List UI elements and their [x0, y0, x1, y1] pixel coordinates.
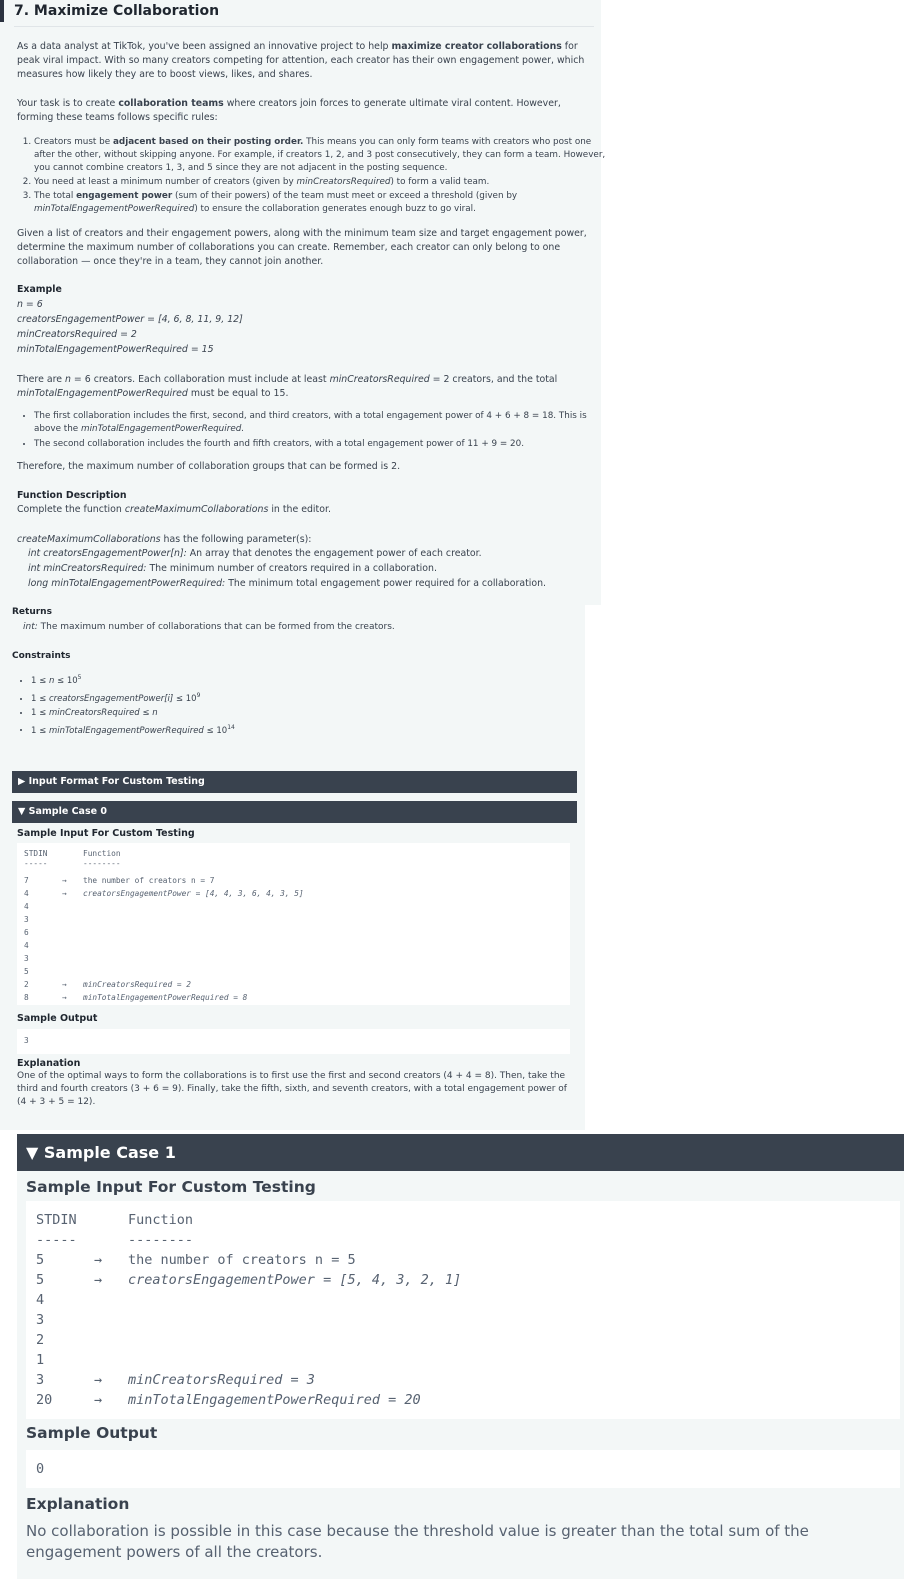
- stdin-line: 2: [24, 980, 29, 989]
- c2a: 1 ≤: [31, 693, 49, 704]
- function-params-intro: [17, 533, 589, 547]
- stdin-line: 5: [24, 967, 29, 976]
- stdin-line: 5: [36, 1252, 45, 1268]
- task-text-bold: collaboration teams: [118, 98, 224, 109]
- c1c: ≤ 10: [54, 675, 78, 686]
- rule3-c: (sum of their powers) of the team must meet or exceed a threshold (given by: [172, 191, 518, 201]
- example-line-min-creators: minCreatorsRequired = 2: [17, 329, 137, 340]
- sample1-output-heading: Sample Output: [26, 1424, 158, 1442]
- returns-text: [23, 621, 395, 634]
- sample1-output-box: [26, 1450, 900, 1488]
- example-heading: Example: [17, 284, 62, 295]
- function-complete-text: [17, 503, 589, 517]
- problem-description: [0, 0, 606, 605]
- function-line: minCreatorsRequired = 3: [128, 1372, 315, 1388]
- rule1-a: Creators must be: [34, 137, 113, 147]
- stdin-dashes: -----: [24, 859, 48, 868]
- c4d: 14: [227, 723, 235, 731]
- c3c: ≤: [139, 707, 153, 718]
- sample-case-1-toggle[interactable]: ▼ Sample Case 1: [17, 1134, 904, 1171]
- function-line: minCreatorsRequired = 2: [83, 980, 191, 989]
- sample1-explanation-heading: Explanation: [26, 1495, 130, 1513]
- function-header: Function: [83, 849, 121, 858]
- sample0-output-value: 3: [24, 1036, 29, 1045]
- list-item: [31, 671, 591, 688]
- fd-b: createMaximumCollaborations: [124, 504, 269, 515]
- function-line: minTotalEngagementPowerRequired = 8: [83, 993, 248, 1002]
- c4a: 1 ≤: [31, 725, 49, 736]
- param1-desc: An array that denotes the engagement power of each creator.: [186, 548, 482, 559]
- param1-name: int creatorsEngagementPower[n]:: [28, 548, 187, 559]
- function-line: the number of creators n = 5: [128, 1252, 356, 1268]
- there-g: must be equal to 15.: [187, 388, 289, 399]
- stdin-line: 6: [24, 928, 29, 937]
- function-description-heading: Function Description: [17, 490, 127, 501]
- stdin-line: 3: [36, 1372, 45, 1388]
- rule-item: [34, 176, 606, 189]
- arrow-icon: →: [62, 889, 67, 898]
- rules-list: [17, 136, 606, 217]
- function-line: the number of creators n = 7: [83, 876, 215, 885]
- sample0-explanation-text: One of the optimal ways to form the collaborations is to first use the first and second creators (4 + 4 = 8). Then, take the third and fourth creators (3 + 6 = 9). Finally, take the fifth, sixth, and seventh creators, with a total engagement power of (4 + 3 + 5 = 12).: [17, 1071, 567, 1107]
- arrow-icon: →: [62, 980, 67, 989]
- rule3-a: The total: [34, 191, 77, 201]
- stdin-line: 4: [24, 889, 29, 898]
- sample0-explanation-heading: Explanation: [17, 1058, 81, 1069]
- c1d: 5: [77, 674, 82, 681]
- param3-name: long minTotalEngagementPowerRequired:: [28, 578, 226, 589]
- function-line: creatorsEngagementPower = [5, 4, 3, 2, 1]: [128, 1272, 462, 1288]
- rule3-e: ) to ensure the collaboration generates enough buzz to go viral.: [194, 204, 476, 214]
- arrow-icon: →: [62, 993, 67, 1002]
- param-min-total-power: [28, 577, 600, 591]
- c2c: ≤ 10: [173, 693, 197, 704]
- c4b: minTotalEngagementPowerRequired: [48, 725, 204, 736]
- intro-text-bold: maximize creator collaborations: [391, 41, 562, 52]
- rule1-c: This means you can only form teams with creators who post one after the other, without skipping anyone. For example, if creators 1, 2, and 3 post consecutively, they can form a team. However, you cannot combine creators 1, 3, and 5 since they are not adjacent in the posting sequence.: [34, 137, 606, 173]
- example-bullets: [17, 410, 606, 452]
- constraints-heading: Constraints: [12, 651, 71, 661]
- list-item: [34, 410, 606, 436]
- example-line-powers: creatorsEngagementPower = [4, 6, 8, 11, 9, 12]: [17, 314, 243, 325]
- function-header: Function: [128, 1212, 194, 1228]
- fd-a: Complete the function: [17, 504, 125, 515]
- sample0-input-box: [17, 843, 570, 1005]
- param2-desc: The minimum number of creators required in a collaboration.: [146, 563, 437, 574]
- sample-case-0-toggle[interactable]: ▼ Sample Case 0: [12, 801, 577, 823]
- returns-desc: The maximum number of collaborations that can be formed from the creators.: [37, 622, 395, 632]
- title-divider: [14, 26, 594, 27]
- sample1-explanation-text: No collaboration is possible in this case because the threshold value is greater than the total sum of the engagement powers of all the creators.: [26, 1522, 809, 1561]
- rule3-b: engagement power: [76, 191, 173, 201]
- rule2-b: minCreatorsRequired: [296, 177, 391, 187]
- c4c: ≤ 10: [203, 725, 228, 736]
- problem-title: 7. Maximize Collaboration: [14, 3, 220, 19]
- params-a: createMaximumCollaborations: [17, 534, 161, 545]
- param2-name: int minCreatorsRequired:: [28, 563, 147, 574]
- stdin-header: STDIN: [36, 1212, 77, 1228]
- arrow-icon: →: [62, 876, 67, 885]
- constraints-list: [14, 671, 591, 738]
- there-c: = 6 creators. Each collaboration must include at least: [70, 374, 330, 385]
- example-line-min-power: minTotalEngagementPowerRequired = 15: [17, 344, 214, 355]
- task-text-a: Your task is to create: [17, 98, 119, 109]
- there-d: minCreatorsRequired: [329, 374, 430, 385]
- arrow-icon: →: [94, 1252, 103, 1268]
- intro-text-c: for peak viral impact. With so many creators competing for attention, each creator has their own engagement power, which measures how likely they are to boost views, likes, and shares.: [17, 41, 585, 80]
- stdin-line: 4: [36, 1292, 45, 1308]
- c2b: creatorsEngagementPower[i]: [48, 693, 174, 704]
- stdin-line: 3: [24, 954, 29, 963]
- param-engagement-power: [28, 547, 600, 561]
- function-dashes: --------: [128, 1232, 194, 1248]
- stdin-header: STDIN: [24, 849, 48, 858]
- input-format-toggle[interactable]: ▶ Input Format For Custom Testing: [12, 771, 577, 793]
- c2d: 9: [196, 691, 201, 699]
- stdin-line: 5: [36, 1272, 45, 1288]
- function-line: creatorsEngagementPower = [4, 4, 3, 6, 4, 3, 5]: [83, 889, 304, 898]
- list-item: [31, 689, 591, 706]
- sample-case-1-panel: [17, 1134, 904, 1579]
- there-a: There are: [17, 374, 65, 385]
- stdin-line: 2: [36, 1332, 45, 1348]
- params-b: has the following parameter(s):: [160, 534, 312, 545]
- stdin-line: 4: [24, 902, 29, 911]
- sample1-input-box: [26, 1201, 900, 1419]
- intro-text-a: As a data analyst at TikTok, you've been assigned an innovative project to help: [17, 41, 392, 52]
- there-b: n: [64, 374, 71, 385]
- sample0-output-box: [17, 1029, 570, 1054]
- list-item: [31, 707, 591, 720]
- bullet1-b: minTotalEngagementPowerRequired.: [81, 424, 245, 434]
- param-min-creators: [28, 562, 600, 576]
- function-dashes: --------: [83, 859, 121, 868]
- given-paragraph: Given a list of creators and their engagement powers, along with the minimum team size and target engagement power, determine the maximum number of collaborations you can create. Remember, each creator can only belong to one collaboration — once they're in a team, they cannot join another.: [17, 228, 587, 267]
- stdin-line: 20: [36, 1392, 53, 1408]
- returns-heading: Returns: [12, 607, 52, 617]
- c3d: n: [152, 707, 158, 718]
- function-line: minTotalEngagementPowerRequired = 20: [128, 1392, 421, 1408]
- title-accent-bar: [0, 0, 4, 22]
- rule3-d: minTotalEngagementPowerRequired: [34, 204, 195, 214]
- stdin-line: 4: [24, 941, 29, 950]
- param3-desc: The minimum total engagement power required for a collaboration.: [225, 578, 547, 589]
- bullet1-a: The first collaboration includes the first, second, and third creators, with a total engagement power of 4 + 6 + 8 = 18. This is above the: [34, 411, 587, 434]
- sample0-output-heading: Sample Output: [17, 1013, 98, 1024]
- rule-item: [34, 190, 606, 216]
- fd-c: in the editor.: [268, 504, 331, 515]
- stdin-dashes: -----: [36, 1232, 77, 1248]
- sample1-input-heading: Sample Input For Custom Testing: [26, 1178, 316, 1196]
- returns-constraints-sample0: [0, 605, 585, 1130]
- example-therefore: Therefore, the maximum number of collaboration groups that can be formed is 2.: [17, 461, 401, 472]
- arrow-icon: →: [94, 1272, 103, 1288]
- task-text-c: where creators join forces to generate ultimate viral content. However, forming these teams follows specific rules:: [17, 98, 561, 123]
- stdin-line: 3: [24, 915, 29, 924]
- intro-paragraph: [17, 40, 589, 82]
- c3b: minCreatorsRequired: [48, 707, 140, 718]
- there-f: minTotalEngagementPowerRequired: [17, 388, 188, 399]
- arrow-icon: →: [94, 1372, 103, 1388]
- stdin-line: 7: [24, 876, 29, 885]
- arrow-icon: →: [94, 1392, 103, 1408]
- c1a: 1 ≤: [31, 675, 49, 686]
- sample1-output-value: 0: [36, 1461, 45, 1477]
- stdin-line: 3: [36, 1312, 45, 1328]
- list-item: [31, 721, 591, 738]
- stdin-line: 8: [24, 993, 29, 1002]
- sample0-input-heading: Sample Input For Custom Testing: [17, 828, 195, 839]
- rule2-a: You need at least a minimum number of creators (given by: [34, 177, 297, 187]
- there-e: = 2 creators, and the total: [429, 374, 558, 385]
- stdin-line: 1: [36, 1352, 45, 1368]
- c3a: 1 ≤: [31, 707, 49, 718]
- rule2-c: ) to form a valid team.: [390, 177, 490, 187]
- rule-item: [34, 136, 606, 175]
- task-paragraph: [17, 97, 589, 125]
- c1b: n: [48, 675, 55, 686]
- example-line-n: n = 6: [17, 299, 43, 310]
- example-explanation: [17, 373, 589, 401]
- returns-type: int:: [23, 622, 38, 632]
- list-item: • The second collaboration includes the fourth and fifth creators, with a total engagement power of 11 + 9 = 20.: [34, 438, 606, 451]
- rule1-b: adjacent based on their posting order.: [112, 137, 304, 147]
